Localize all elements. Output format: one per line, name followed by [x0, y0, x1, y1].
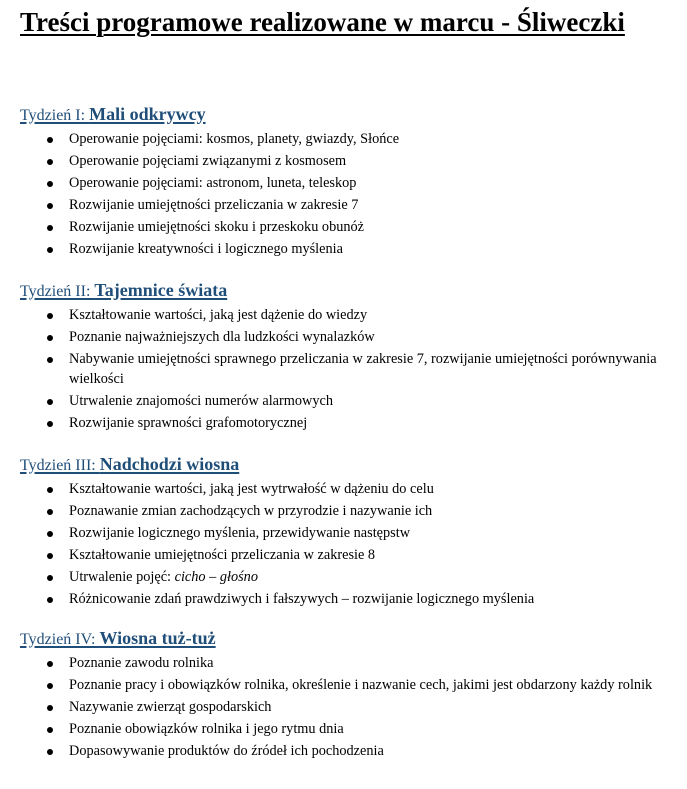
- list-item-text: Kształtowanie umiejętności przeliczania w zakresie 8: [69, 547, 376, 563]
- bullet-icon: [47, 553, 53, 559]
- list-item-text: Rozwijanie sprawności grafomotorycznej: [69, 415, 308, 431]
- bullet-icon: [47, 335, 53, 341]
- bullet-icon: [47, 575, 53, 581]
- list-item: [20, 239, 677, 259]
- list-item-text: Utrwalenie znajomości numerów alarmowych: [69, 393, 334, 409]
- list-item-text: Poznanie pracy i obowiązków rolnika, określenie i nazwanie cech, jakimi jest obdarzony każdy rolnik: [69, 677, 653, 693]
- bullet-icon: [47, 661, 53, 667]
- week-theme: Wiosna tuż-tuż: [99, 628, 216, 648]
- list-item-text: Kształtowanie wartości, jaką jest dążenie do wiedzy: [69, 307, 368, 323]
- week-heading-2: [20, 278, 677, 303]
- list-item: [20, 129, 677, 149]
- bullet-icon: [47, 509, 53, 515]
- list-item-text: Utrwalenie pojęć:: [69, 569, 175, 585]
- list-item: [20, 719, 677, 739]
- list-item: [20, 391, 677, 411]
- list-item: [20, 479, 677, 499]
- week-prefix: Tydzień IV:: [20, 631, 100, 648]
- topic-list: [20, 305, 677, 433]
- topic-list: [20, 479, 677, 609]
- bullet-icon: [47, 247, 53, 253]
- list-item-text: Poznawanie zmian zachodzących w przyrodzie i nazywanie ich: [69, 503, 433, 519]
- list-item: [20, 501, 677, 521]
- list-item: [20, 173, 677, 193]
- week-heading-4: [20, 626, 677, 651]
- bullet-icon: [47, 683, 53, 689]
- page-title: Treści programowe realizowane w marcu - Śliweczki: [20, 7, 625, 37]
- week-section-2: [20, 278, 677, 433]
- bullet-icon: [47, 531, 53, 537]
- list-item-text: Rozwijanie umiejętności skoku i przeskoku obunóż: [69, 219, 365, 235]
- week-section-1: [20, 102, 677, 259]
- list-item-text: Rozwijanie kreatywności i logicznego myślenia: [69, 241, 343, 257]
- list-item-text: Nabywanie umiejętności sprawnego przeliczania w zakresie 7, rozwijanie umiejętności porównywania wielkości: [69, 351, 657, 387]
- list-item: [20, 217, 677, 237]
- week-theme: Tajemnice świata: [94, 280, 228, 300]
- bullet-icon: [47, 137, 53, 143]
- bullet-icon: [47, 597, 53, 603]
- list-item-text: Operowanie pojęciami związanymi z kosmosem: [69, 153, 347, 169]
- bullet-icon: [47, 313, 53, 319]
- week-heading-3: [20, 452, 677, 477]
- bullet-icon: [47, 749, 53, 755]
- list-item: [20, 675, 677, 695]
- list-item-text: Poznanie obowiązków rolnika i jego rytmu dnia: [69, 721, 344, 737]
- list-item-text: Różnicowanie zdań prawdziwych i fałszywych – rozwijanie logicznego myślenia: [69, 591, 535, 607]
- list-item: [20, 349, 677, 389]
- list-item-text: Rozwijanie umiejętności przeliczania w zakresie 7: [69, 197, 359, 213]
- week-theme: Mali odkrywcy: [89, 104, 206, 124]
- bullet-icon: [47, 203, 53, 209]
- bullet-icon: [47, 357, 53, 363]
- week-prefix: Tydzień I:: [20, 107, 90, 124]
- list-item: [20, 305, 677, 325]
- week-section-4: [20, 626, 677, 761]
- week-prefix: Tydzień II:: [20, 283, 95, 300]
- bullet-icon: [47, 421, 53, 427]
- list-item-text: Nazywanie zwierząt gospodarskich: [69, 699, 272, 715]
- bullet-icon: [47, 159, 53, 165]
- list-item: [20, 195, 677, 215]
- week-section-3: [20, 452, 677, 609]
- bullet-icon: [47, 487, 53, 493]
- list-item: [20, 327, 677, 347]
- bullet-icon: [47, 181, 53, 187]
- week-heading-1: [20, 102, 677, 127]
- week-prefix: Tydzień III:: [20, 457, 100, 474]
- list-item-text: Kształtowanie wartości, jaką jest wytrwałość w dążeniu do celu: [69, 481, 434, 497]
- list-item: [20, 413, 677, 433]
- list-item-text: Dopasowywanie produktów do źródeł ich pochodzenia: [69, 743, 384, 759]
- list-item: [20, 523, 677, 543]
- week-theme: Nadchodzi wiosna: [99, 454, 240, 474]
- bullet-icon: [47, 727, 53, 733]
- list-item-text: Poznanie najważniejszych dla ludzkości wynalazków: [69, 329, 375, 345]
- topic-list: [20, 129, 677, 259]
- list-item: [20, 545, 677, 565]
- list-item: [20, 589, 677, 609]
- list-item-text: Operowanie pojęciami: astronom, luneta, teleskop: [69, 175, 357, 191]
- list-item: [20, 697, 677, 717]
- bullet-icon: [47, 705, 53, 711]
- bullet-icon: [47, 225, 53, 231]
- list-item-text: Poznanie zawodu rolnika: [69, 655, 214, 671]
- list-item: [20, 653, 677, 673]
- bullet-icon: [47, 399, 53, 405]
- list-item-text: Rozwijanie logicznego myślenia, przewidywanie następstw: [69, 525, 411, 541]
- list-item: [20, 151, 677, 171]
- list-item-emphasis: cicho – głośno: [174, 569, 258, 585]
- list-item: [20, 741, 677, 761]
- list-item: [20, 567, 677, 587]
- topic-list: [20, 653, 677, 761]
- list-item-text: Operowanie pojęciami: kosmos, planety, gwiazdy, Słońce: [69, 131, 400, 147]
